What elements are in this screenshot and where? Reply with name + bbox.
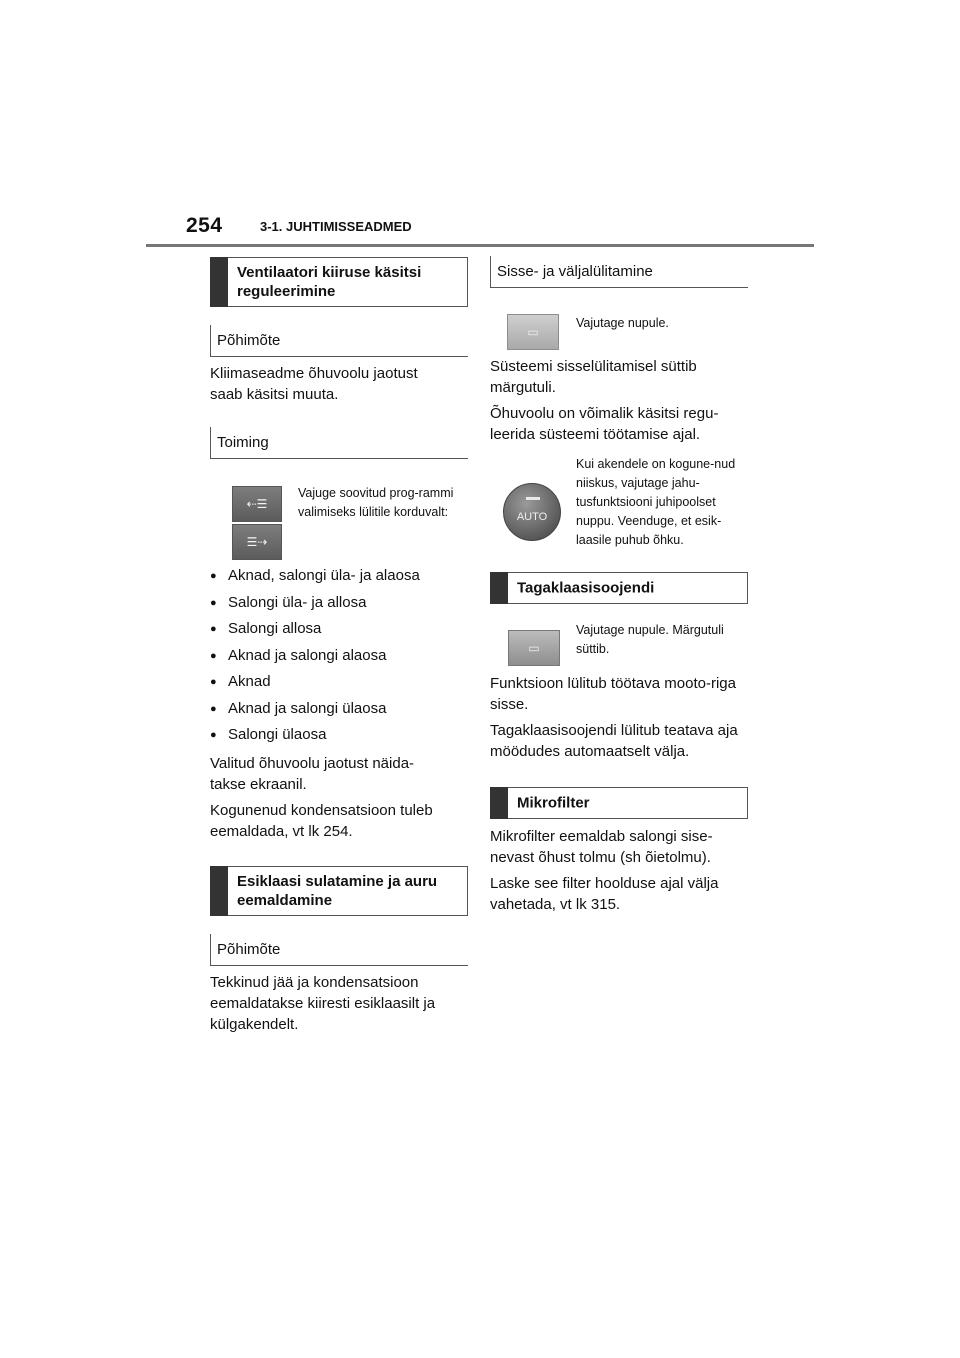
air-distribution-list xyxy=(210,563,468,749)
list-item: ● Salongi ülaosa xyxy=(210,722,468,749)
principle-heading-2 xyxy=(210,934,468,966)
airflow-text: Õhuvoolu on võimalik käsitsi regu-leerida süsteemi töötamise ajal. xyxy=(490,405,719,443)
principle-heading-2-label: Põhimõte xyxy=(217,941,281,958)
rear-defroster-heading xyxy=(490,572,748,604)
operation-note: Vajuge soovitud prog-rammi valimiseks lülitile korduvalt: xyxy=(298,486,454,519)
microfilter-text: Mikrofilter eemaldab salongi sise-nevast õhust tolmu (sh õietolmu). xyxy=(490,828,713,866)
indicator-text: Süsteemi sisselülitamisel süttib märgutuli. xyxy=(490,358,697,396)
list-item: ● Aknad ja salongi alaosa xyxy=(210,643,468,670)
principle-heading-label: Põhimõte xyxy=(217,332,281,349)
principle-heading xyxy=(210,325,468,357)
climate-button xyxy=(507,314,559,350)
rear-window-heating-icon: ▭ xyxy=(528,641,540,655)
heading-bar xyxy=(490,572,508,604)
air-distribution-button-upper xyxy=(232,486,282,522)
list-item: ● Salongi allosa xyxy=(210,616,468,643)
fan-section-heading xyxy=(210,257,468,307)
replace-text: Laske see filter hoolduse ajal välja vahetada, vt lk 315. xyxy=(490,875,719,913)
rear-defroster-title: Tagaklaasisoojendi xyxy=(517,579,655,597)
defrost-text: Tekkinud jää ja kondensatsioon eemaldatakse kiiresti esiklaasilt ja külgakendelt. xyxy=(210,974,436,1033)
list-item: ● Aknad xyxy=(210,669,468,696)
defrost-section-heading xyxy=(210,866,468,916)
air-distribution-button-lower xyxy=(232,524,282,560)
list-item: ● Aknad, salongi üla- ja alaosa xyxy=(210,563,468,590)
heading-bar xyxy=(210,866,228,916)
auto-knob xyxy=(503,483,561,541)
onoff-heading xyxy=(490,256,748,288)
air-distribution-upper-icon: ⇠☰ xyxy=(246,497,268,511)
engine-text: Funktsioon lülitub töötava mooto-riga sisse. xyxy=(490,675,736,713)
rear-press-note: Vajutage nupule. Märgutuli süttib. xyxy=(576,623,724,656)
list-item: ● Aknad ja salongi ülaosa xyxy=(210,696,468,723)
operation-heading xyxy=(210,427,468,459)
rear-auto-off-text: Tagaklaasisoojendi lülitub teatava aja möödudes automaatselt välja. xyxy=(490,722,738,760)
onoff-heading-label: Sisse- ja väljalülitamine xyxy=(497,263,653,280)
heading-bar xyxy=(210,257,228,307)
header-divider xyxy=(146,244,814,247)
chapter-title: 3-1. JUHTIMISSEADMED xyxy=(260,219,412,234)
page-number: 254 xyxy=(186,214,223,237)
press-button-note: Vajutage nupule. xyxy=(576,316,669,330)
display-text: Valitud õhuvoolu jaotust näida-takse ekraanil. xyxy=(210,755,415,793)
minus-icon xyxy=(526,497,540,500)
condensation-text: Kogunenud kondensatsioon tuleb eemaldada, vt lk 254. xyxy=(210,802,433,840)
air-distribution-lower-icon: ☰⇢ xyxy=(246,535,268,549)
windshield-defrost-icon: ▭ xyxy=(527,325,539,339)
microfilter-heading xyxy=(490,787,748,819)
microfilter-title: Mikrofilter xyxy=(517,794,590,812)
rear-defroster-button xyxy=(508,630,560,666)
defrost-section-title: Esiklaasi sulatamine ja auru eemaldamine xyxy=(237,873,438,909)
principle-text: Kliimaseadme õhuvoolu jaotust saab käsitsi muuta. xyxy=(210,365,418,403)
auto-label: AUTO xyxy=(516,511,548,523)
moisture-note: Kui akendele on kogune-nud niiskus, vajutage jahu-tusfunktsiooni juhipoolset nuppu. Veenduge, et esik-laasile puhub õhku. xyxy=(576,457,736,547)
fan-section-title: Ventilaatori kiiruse käsitsi reguleerimine xyxy=(237,264,422,300)
operation-heading-label: Toiming xyxy=(217,434,269,451)
heading-bar xyxy=(490,787,508,819)
list-item: ● Salongi üla- ja allosa xyxy=(210,590,468,617)
